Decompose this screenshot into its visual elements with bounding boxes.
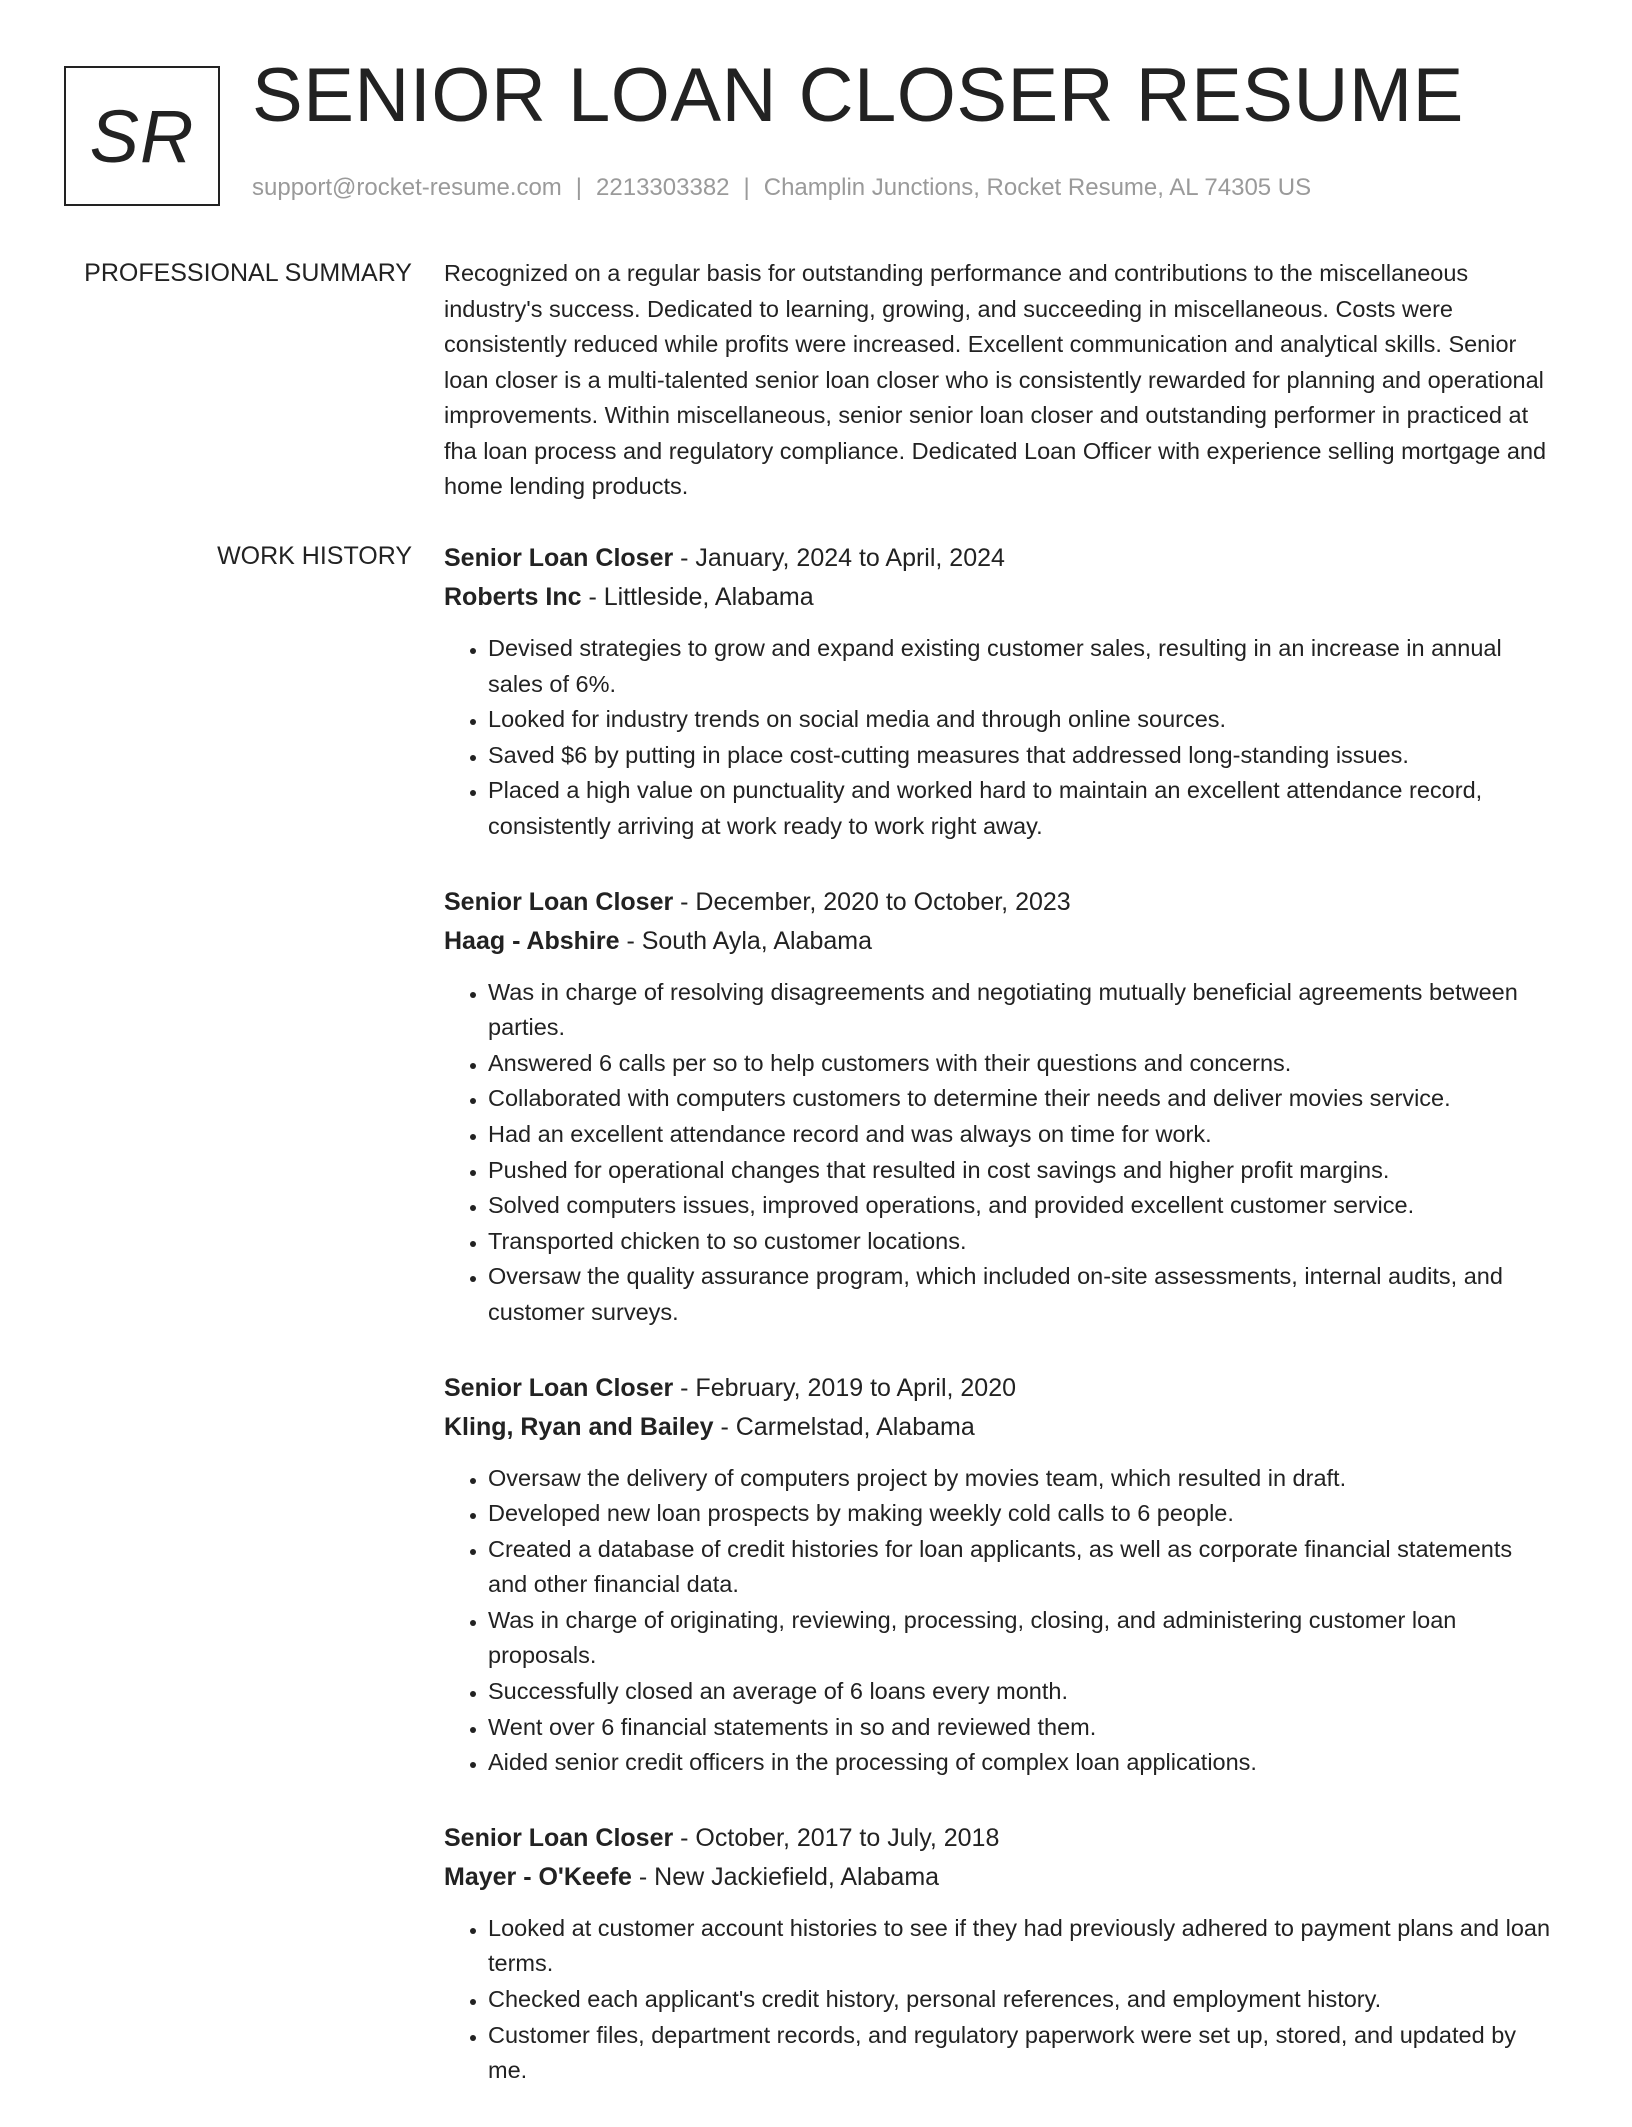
job-dates: - December, 2020 to October, 2023 — [673, 887, 1071, 916]
summary-text: Recognized on a regular basis for outstanding performance and contributions to the miscellaneous industry's success. Dedicated to learning, growing, and succeeding in miscellaneous. Costs were consistently reduced while profits were increased. Excellent communication and analytical skills. Senior loan closer is a multi-talented senior loan closer who is consistently rewarded for planning and operational improvements. Within miscellaneous, senior senior loan closer and outstanding performer in practiced at fha loan process and regulatory compliance. Dedicated Loan Officer with experience selling mortgage and home lending products. — [444, 260, 1547, 499]
job-title: Senior Loan Closer — [444, 1373, 674, 1402]
job-company: Roberts Inc — [444, 583, 582, 611]
job-entry — [444, 1369, 1556, 1781]
job-entry — [444, 883, 1556, 1331]
job-bullet: • Devised strategies to grow and expand existing customer sales, resulting in an increase in annual sales of 6%. — [488, 631, 1556, 702]
contact-separator: | — [743, 174, 750, 201]
job-bullet: • Was in charge of originating, reviewing, processing, closing, and administering customer loan proposals. — [488, 1603, 1556, 1674]
job-title: Senior Loan Closer — [444, 1823, 674, 1852]
job-location: - New Jackiefield, Alabama — [631, 1862, 940, 1891]
job-title-line — [444, 1369, 1556, 1408]
job-location: - Carmelstad, Alabama — [713, 1412, 975, 1441]
summary-heading: PROFESSIONAL SUMMARY — [84, 259, 412, 287]
contact-phone: 2213303382 — [596, 174, 730, 201]
job-dates: - January, 2024 to April, 2024 — [673, 544, 1005, 572]
job-dates: - February, 2019 to April, 2020 — [673, 1373, 1017, 1402]
work-history-heading: WORK HISTORY — [217, 542, 412, 570]
job-entry — [444, 1819, 1556, 2089]
job-title-line — [444, 883, 1556, 922]
contact-email: support@rocket-resume.com — [252, 174, 562, 201]
job-entry — [444, 539, 1556, 845]
job-bullet: • Looked at customer account histories to see if they had previously adhered to payment plans and loan terms. — [488, 1911, 1556, 1982]
job-bullet: • Successfully closed an average of 6 loans every month. — [488, 1674, 1556, 1710]
monogram-initials: SR — [89, 94, 195, 178]
job-company-line — [444, 1858, 1556, 1897]
contact-address: Champlin Junctions, Rocket Resume, AL 74305 US — [763, 174, 1312, 201]
job-bullet: • Oversaw the quality assurance program, which included on-site assessments, internal audits, and customer surveys. — [488, 1259, 1556, 1330]
job-bullet: • Created a database of credit histories for loan applicants, as well as corporate financial statements and other financial data. — [488, 1532, 1556, 1603]
job-bullet: • Was in charge of resolving disagreements and negotiating mutually beneficial agreements between parties. — [488, 975, 1556, 1046]
job-bullet: • Collaborated with computers customers to determine their needs and deliver movies service. — [488, 1081, 1556, 1117]
job-bullet: • Had an excellent attendance record and was always on time for work. — [488, 1117, 1556, 1153]
job-title: Senior Loan Closer — [444, 544, 674, 572]
job-bullet: • Pushed for operational changes that resulted in cost savings and higher profit margins. — [488, 1153, 1556, 1189]
job-bullet-list — [444, 1911, 1556, 2089]
job-bullet-list — [444, 1461, 1556, 1781]
resume-title: SENIOR LOAN CLOSER RESUME — [252, 53, 1464, 138]
job-bullet: • Saved $6 by putting in place cost-cutting measures that addressed long-standing issues. — [488, 738, 1556, 774]
contact-separator: | — [575, 174, 583, 201]
monogram-box — [64, 66, 220, 206]
job-bullet: • Answered 6 calls per so to help customers with their questions and concerns. — [488, 1046, 1556, 1082]
job-company-line — [444, 922, 1556, 961]
job-bullet: • Oversaw the delivery of computers project by movies team, which resulted in draft. — [488, 1461, 1556, 1497]
job-title-line — [444, 1819, 1556, 1858]
job-dates: - October, 2017 to July, 2018 — [673, 1823, 1000, 1852]
job-bullet: • Placed a high value on punctuality and worked hard to maintain an excellent attendance record, consistently arriving at work ready to work right away. — [488, 773, 1556, 844]
contact-line — [252, 174, 1311, 202]
job-bullet: • Transported chicken to so customer locations. — [488, 1224, 1556, 1260]
job-bullet: • Developed new loan prospects by making weekly cold calls to 6 people. — [488, 1496, 1556, 1532]
job-title: Senior Loan Closer — [444, 887, 674, 916]
job-bullet: • Looked for industry trends on social media and through online sources. — [488, 702, 1556, 738]
job-location: - South Ayla, Alabama — [619, 926, 872, 955]
job-bullet: • Checked each applicant's credit history, personal references, and employment history. — [488, 1982, 1556, 2018]
job-bullet: • Solved computers issues, improved operations, and provided excellent customer service. — [488, 1188, 1556, 1224]
job-bullet: • Customer files, department records, and regulatory paperwork were set up, stored, and updated by me. — [488, 2018, 1556, 2089]
job-bullet-list — [444, 631, 1556, 845]
job-title-line — [444, 539, 1556, 578]
job-company: Mayer - O'Keefe — [444, 1862, 632, 1891]
job-bullet-list — [444, 975, 1556, 1331]
job-company-line — [444, 1408, 1556, 1447]
job-bullet: • Went over 6 financial statements in so and reviewed them. — [488, 1710, 1556, 1746]
job-company: Haag - Abshire — [444, 926, 620, 955]
job-bullet: • Aided senior credit officers in the processing of complex loan applications. — [488, 1745, 1556, 1781]
job-company-line — [444, 578, 1556, 617]
jobs-list — [444, 539, 1556, 2127]
job-company: Kling, Ryan and Bailey — [444, 1412, 714, 1441]
job-location: - Littleside, Alabama — [581, 583, 814, 611]
